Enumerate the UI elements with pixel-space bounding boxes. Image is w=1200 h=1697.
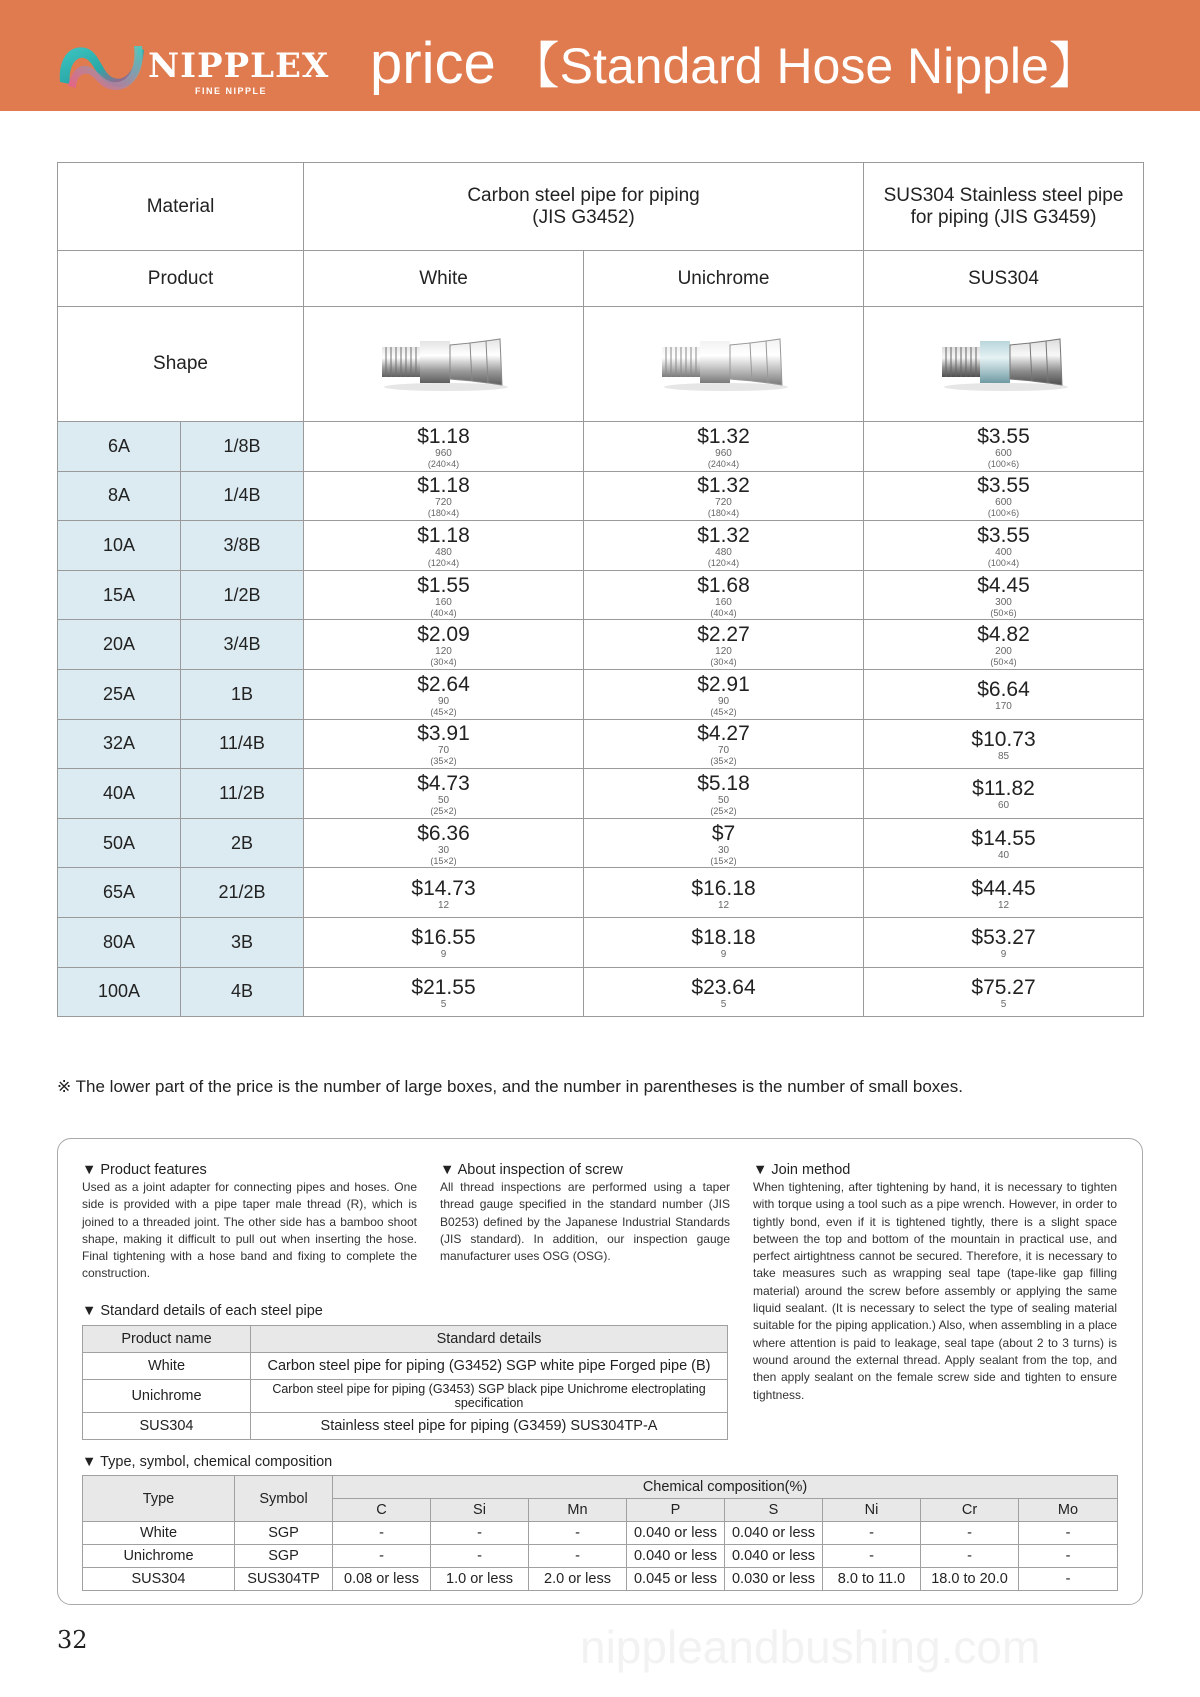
- price-cell: [864, 620, 1144, 670]
- chemical-value-cell: 1.0 or less: [431, 1568, 529, 1591]
- standard-details-cell: Carbon steel pipe for piping (G3452) SGP white pipe Forged pipe (B): [251, 1353, 728, 1380]
- price-value: $3.55: [977, 424, 1030, 448]
- large-box-count: 170: [995, 701, 1012, 713]
- large-box-count: 70: [437, 745, 450, 757]
- price-value: $14.55: [971, 827, 1036, 851]
- price-value: $2.27: [697, 623, 750, 647]
- table-row: [83, 1413, 728, 1440]
- large-box-count: 720: [715, 497, 732, 509]
- standard-details-title: ▼ Standard details of each steel pipe: [82, 1303, 323, 1319]
- small-box-count: (30×4): [710, 657, 737, 668]
- small-box-count: (100×4): [987, 557, 1020, 568]
- table-row: [83, 1353, 728, 1380]
- price-value: $1.32: [697, 523, 750, 547]
- size-a-cell: 40A: [58, 769, 181, 819]
- price-value: $1.32: [697, 424, 750, 448]
- chemical-element-header: S: [725, 1499, 823, 1522]
- large-box-count: 480: [435, 546, 452, 558]
- chemical-composition-table: [82, 1475, 1118, 1591]
- large-box-count: 9: [440, 949, 447, 961]
- size-a-cell: 10A: [58, 521, 181, 571]
- price-cell: [584, 620, 864, 670]
- price-cell: [584, 471, 864, 521]
- size-a-cell: 25A: [58, 669, 181, 719]
- large-box-count: 5: [1000, 998, 1007, 1010]
- size-a-cell: 50A: [58, 818, 181, 868]
- join-method-title: ▼ Join method: [753, 1162, 851, 1178]
- large-box-count: 400: [995, 546, 1012, 558]
- table-row: [83, 1380, 728, 1413]
- size-b-cell: 1/2B: [181, 570, 304, 620]
- size-b-cell: 1B: [181, 669, 304, 719]
- header-banner: [0, 0, 1200, 111]
- price-value: $1.55: [417, 573, 470, 597]
- large-box-count: 9: [1000, 949, 1007, 961]
- size-a-cell: 15A: [58, 570, 181, 620]
- large-box-count: 12: [997, 899, 1010, 911]
- chemical-symbol-cell: SGP: [235, 1522, 333, 1545]
- chemical-value-cell: -: [823, 1545, 921, 1568]
- table-row: [58, 967, 1144, 1017]
- chemical-value-cell: -: [333, 1522, 431, 1545]
- price-value: $11.82: [972, 777, 1035, 801]
- stainless-title: SUS304 Stainless steel pipe: [883, 184, 1124, 206]
- chemical-title: ▼ Type, symbol, chemical composition: [82, 1454, 333, 1470]
- large-box-count: 90: [437, 695, 450, 707]
- chemical-value-cell: -: [431, 1545, 529, 1568]
- brand-tagline: FINE NIPPLE: [195, 86, 268, 96]
- large-box-count: 960: [715, 447, 732, 459]
- size-b-cell: 3B: [181, 917, 304, 967]
- small-box-count: (15×2): [710, 855, 737, 866]
- small-box-count: (180×4): [707, 508, 740, 519]
- chemical-value-cell: 0.040 or less: [627, 1522, 725, 1545]
- chemical-value-cell: -: [1019, 1568, 1118, 1591]
- large-box-count: 120: [715, 646, 732, 658]
- standard-name-cell: Unichrome: [83, 1380, 251, 1413]
- price-cell: [584, 769, 864, 819]
- price-value: $6.36: [417, 821, 470, 845]
- large-box-count: 600: [995, 497, 1012, 509]
- table-row: [83, 1568, 1118, 1591]
- chemical-type-cell: Unichrome: [83, 1545, 235, 1568]
- price-cell: [304, 868, 584, 918]
- page-number: 32: [57, 1626, 88, 1654]
- large-box-count: 160: [435, 596, 452, 608]
- price-value: $1.32: [697, 474, 750, 498]
- chemical-value-cell: 0.040 or less: [725, 1545, 823, 1568]
- large-box-count: 30: [717, 844, 730, 856]
- product-label: Product: [58, 251, 304, 307]
- chemical-symbol-cell: SUS304TP: [235, 1568, 333, 1591]
- small-box-count: (100×6): [987, 458, 1020, 469]
- small-box-count: (120×4): [427, 557, 460, 568]
- large-box-count: 600: [995, 447, 1012, 459]
- hose-nipple-white-image: [374, 327, 514, 397]
- price-value: $4.82: [977, 623, 1030, 647]
- chemical-rows: [83, 1522, 1118, 1591]
- standard-col-details: Standard details: [251, 1326, 728, 1353]
- large-box-count: 12: [437, 899, 450, 911]
- large-box-count: 12: [717, 899, 730, 911]
- chemical-value-cell: -: [921, 1545, 1019, 1568]
- chemical-value-cell: -: [333, 1545, 431, 1568]
- table-row: [58, 719, 1144, 769]
- chemical-value-cell: 0.040 or less: [725, 1522, 823, 1545]
- chemical-element-header: Cr: [921, 1499, 1019, 1522]
- large-box-count: 300: [995, 596, 1012, 608]
- chemical-value-cell: -: [529, 1522, 627, 1545]
- page-title-subject: 【Standard Hose Nipple】: [509, 38, 1099, 94]
- chemical-type-cell: White: [83, 1522, 235, 1545]
- chemical-col-type: Type: [83, 1476, 235, 1522]
- chemical-value-cell: 0.08 or less: [333, 1568, 431, 1591]
- product-white: White: [304, 251, 584, 307]
- size-a-cell: 65A: [58, 868, 181, 918]
- size-b-cell: 11/2B: [181, 769, 304, 819]
- chemical-value-cell: -: [1019, 1545, 1118, 1568]
- product-row: [58, 251, 1144, 307]
- large-box-count: 120: [435, 646, 452, 658]
- table-row: [58, 868, 1144, 918]
- shape-label: Shape: [58, 307, 304, 422]
- chemical-value-cell: -: [921, 1522, 1019, 1545]
- stainless-spec: for piping (JIS G3459): [910, 206, 1097, 228]
- price-value: $4.27: [697, 722, 750, 746]
- price-cell: [864, 669, 1144, 719]
- size-a-cell: 6A: [58, 422, 181, 472]
- table-row: [83, 1545, 1118, 1568]
- large-box-count: 60: [997, 800, 1010, 812]
- price-cell: [864, 917, 1144, 967]
- price-cell: [584, 967, 864, 1017]
- nipplex-logo-icon: [56, 38, 146, 90]
- small-box-count: (15×2): [430, 855, 457, 866]
- large-box-count: 960: [435, 447, 452, 459]
- small-box-count: (240×4): [427, 458, 460, 469]
- small-box-count: (25×2): [710, 805, 737, 816]
- price-cell: [584, 868, 864, 918]
- chemical-value-cell: -: [529, 1545, 627, 1568]
- price-value: $4.45: [977, 573, 1030, 597]
- table-row: [58, 422, 1144, 472]
- price-cell: [864, 769, 1144, 819]
- large-box-count: 90: [717, 695, 730, 707]
- price-value: $23.64: [691, 975, 756, 999]
- features-title: ▼ Product features: [82, 1162, 207, 1178]
- price-cell: [304, 422, 584, 472]
- price-rows: [58, 422, 1144, 1017]
- stainless-heading: [864, 163, 1144, 251]
- price-cell: [304, 669, 584, 719]
- table-row: [58, 471, 1144, 521]
- large-box-count: 5: [720, 998, 727, 1010]
- price-cell: [304, 769, 584, 819]
- price-cell: [584, 917, 864, 967]
- large-box-count: 50: [437, 794, 450, 806]
- carbon-steel-title: Carbon steel pipe for piping: [467, 184, 700, 206]
- chemical-value-cell: -: [431, 1522, 529, 1545]
- price-value: $3.91: [417, 722, 470, 746]
- price-value: $2.91: [697, 672, 750, 696]
- price-cell: [304, 967, 584, 1017]
- table-row: [58, 917, 1144, 967]
- watermark: nippleandbushing.com: [580, 1621, 1041, 1673]
- size-a-cell: 32A: [58, 719, 181, 769]
- chemical-element-header: Mn: [529, 1499, 627, 1522]
- inspection-title: ▼ About inspection of screw: [440, 1162, 623, 1178]
- chemical-element-header: Ni: [823, 1499, 921, 1522]
- chemical-type-cell: SUS304: [83, 1568, 235, 1591]
- hose-nipple-sus304-image: [934, 327, 1074, 397]
- inspection-text: All thread inspections are performed using a taper thread gauge specified in the standard number (JIS B0253) defined by the Japanese Industrial Standards (JIS standard). In addition, our inspection gauge manufacturer uses OSG (OSG).: [440, 1180, 730, 1264]
- price-value: $1.68: [697, 573, 750, 597]
- price-cell: [584, 719, 864, 769]
- price-cell: [864, 521, 1144, 571]
- page-title-word: price: [370, 31, 496, 96]
- chemical-value-cell: 0.040 or less: [627, 1545, 725, 1568]
- chemical-element-header: C: [333, 1499, 431, 1522]
- size-b-cell: 3/8B: [181, 521, 304, 571]
- large-box-count: 70: [717, 745, 730, 757]
- chemical-col-group: Chemical composition(%): [333, 1476, 1118, 1499]
- price-cell: [304, 719, 584, 769]
- small-box-count: (45×2): [710, 706, 737, 717]
- price-cell: [304, 570, 584, 620]
- shape-white: [304, 307, 584, 422]
- material-label: Material: [58, 163, 304, 251]
- chemical-element-header: Si: [431, 1499, 529, 1522]
- price-cell: [304, 620, 584, 670]
- material-row: [58, 163, 1144, 251]
- chemical-value-cell: -: [1019, 1522, 1118, 1545]
- price-value: $6.64: [977, 678, 1030, 702]
- price-value: $2.09: [417, 623, 470, 647]
- chemical-value-cell: 8.0 to 11.0: [823, 1568, 921, 1591]
- price-cell: [584, 570, 864, 620]
- size-a-cell: 100A: [58, 967, 181, 1017]
- chemical-value-cell: 2.0 or less: [529, 1568, 627, 1591]
- table-row: [58, 669, 1144, 719]
- large-box-count: 50: [717, 794, 730, 806]
- small-box-count: (40×4): [430, 607, 457, 618]
- price-value: $1.18: [417, 474, 470, 498]
- price-cell: [584, 521, 864, 571]
- small-box-count: (40×4): [710, 607, 737, 618]
- size-b-cell: 2B: [181, 818, 304, 868]
- price-value: $1.18: [417, 424, 470, 448]
- price-value: $2.64: [417, 672, 470, 696]
- chemical-value-cell: 0.045 or less: [627, 1568, 725, 1591]
- price-value: $16.18: [691, 876, 756, 900]
- standard-details-table: [82, 1325, 728, 1440]
- price-value: $1.18: [417, 523, 470, 547]
- chemical-col-symbol: Symbol: [235, 1476, 333, 1522]
- product-unichrome: Unichrome: [584, 251, 864, 307]
- table-row: [58, 818, 1144, 868]
- price-cell: [864, 818, 1144, 868]
- small-box-count: (30×4): [430, 657, 457, 668]
- price-cell: [304, 917, 584, 967]
- price-cell: [864, 719, 1144, 769]
- standard-name-cell: White: [83, 1353, 251, 1380]
- size-a-cell: 20A: [58, 620, 181, 670]
- large-box-count: 40: [997, 850, 1010, 862]
- carbon-steel-spec: (JIS G3452): [532, 206, 635, 228]
- price-value: $16.55: [411, 926, 476, 950]
- size-b-cell: 21/2B: [181, 868, 304, 918]
- price-value: $75.27: [971, 975, 1036, 999]
- large-box-count: 9: [720, 949, 727, 961]
- size-a-cell: 8A: [58, 471, 181, 521]
- size-b-cell: 11/4B: [181, 719, 304, 769]
- price-value: $3.55: [977, 523, 1030, 547]
- table-row: [83, 1522, 1118, 1545]
- brand-name: NIPPLEX: [148, 46, 330, 86]
- small-box-count: (45×2): [430, 706, 457, 717]
- size-b-cell: 4B: [181, 967, 304, 1017]
- shape-sus304: [864, 307, 1144, 422]
- price-cell: [864, 570, 1144, 620]
- large-box-count: 200: [995, 646, 1012, 658]
- small-box-count: (50×4): [990, 657, 1017, 668]
- size-a-cell: 80A: [58, 917, 181, 967]
- price-cell: [304, 471, 584, 521]
- box-count-note: ※ The lower part of the price is the number of large boxes, and the number in parentheses is the number of small boxes.: [57, 1077, 963, 1096]
- small-box-count: (35×2): [430, 756, 457, 767]
- chemical-header-row-1: [83, 1476, 1118, 1499]
- small-box-count: (50×6): [990, 607, 1017, 618]
- hose-nipple-unichrome-image: [654, 327, 794, 397]
- small-box-count: (35×2): [710, 756, 737, 767]
- price-cell: [864, 868, 1144, 918]
- price-cell: [864, 471, 1144, 521]
- price-cell: [584, 818, 864, 868]
- table-row: [58, 521, 1144, 571]
- large-box-count: 5: [440, 998, 447, 1010]
- price-value: $5.18: [697, 771, 750, 795]
- chemical-element-header: Mo: [1019, 1499, 1118, 1522]
- chemical-value-cell: 0.030 or less: [725, 1568, 823, 1591]
- size-b-cell: 1/4B: [181, 471, 304, 521]
- carbon-steel-heading: [304, 163, 864, 251]
- price-cell: [584, 422, 864, 472]
- price-table: [57, 162, 1144, 1017]
- small-box-count: (100×6): [987, 508, 1020, 519]
- price-value: $3.55: [977, 474, 1030, 498]
- standard-header-row: [83, 1326, 728, 1353]
- price-value: $44.45: [971, 876, 1036, 900]
- chemical-value-cell: -: [823, 1522, 921, 1545]
- price-value: $4.73: [417, 771, 470, 795]
- price-value: $53.27: [971, 926, 1036, 950]
- standard-name-cell: SUS304: [83, 1413, 251, 1440]
- price-cell: [304, 818, 584, 868]
- price-value: $18.18: [691, 926, 756, 950]
- standard-col-name: Product name: [83, 1326, 251, 1353]
- large-box-count: 85: [997, 750, 1010, 762]
- small-box-count: (180×4): [427, 508, 460, 519]
- features-text: Used as a joint adapter for connecting pipes and hoses. One side is provided with a pipe taper male thread (R), which is joined to a threaded joint. The other side has a bamboo shoot shape, making it difficult to pull out when inserting the hose. Final tightening with a hose band and fixing to complete the construction.: [82, 1180, 417, 1281]
- standard-details-cell: Stainless steel pipe for piping (G3459) SUS304TP-A: [251, 1413, 728, 1440]
- price-value: $10.73: [971, 727, 1036, 751]
- large-box-count: 480: [715, 546, 732, 558]
- table-row: [58, 570, 1144, 620]
- price-cell: [304, 521, 584, 571]
- large-box-count: 30: [437, 844, 450, 856]
- standard-details-cell: Carbon steel pipe for piping (G3453) SGP black pipe Unichrome electroplating specification: [251, 1380, 728, 1413]
- price-value: $21.55: [411, 975, 476, 999]
- table-row: [58, 620, 1144, 670]
- price-value: $14.73: [411, 876, 476, 900]
- small-box-count: (120×4): [707, 557, 740, 568]
- size-b-cell: 3/4B: [181, 620, 304, 670]
- table-row: [58, 769, 1144, 819]
- size-b-cell: 1/8B: [181, 422, 304, 472]
- price-cell: [584, 669, 864, 719]
- shape-unichrome: [584, 307, 864, 422]
- price-cell: [864, 422, 1144, 472]
- small-box-count: (25×2): [430, 805, 457, 816]
- chemical-element-header: P: [627, 1499, 725, 1522]
- price-value: $7: [711, 821, 736, 845]
- large-box-count: 720: [435, 497, 452, 509]
- price-cell: [864, 967, 1144, 1017]
- product-sus304: SUS304: [864, 251, 1144, 307]
- shape-row: [58, 307, 1144, 422]
- chemical-symbol-cell: SGP: [235, 1545, 333, 1568]
- join-method-text: When tightening, after tightening by hand, it is necessary to tighten with torque using a tool such as a pipe wrench. However, in order to tightly bond, even if it is tightened tightly, there is a slight space between the top and bottom of the mountain in practical use, and perfect airtightness cannot be secured. Therefore, it is necessary to take measures such as wrapping seal tape (tape-like gap filling material) around the screw before assembly or applying the same liquid sealant. (It is necessary to select the type of sealing material suitable for the piping application.) Also, when assembling in a place where attention is paid to leakage, seal tape (about 2 to 3 turns) is wound around the external thread. Apply sealant from the top, and then apply sealant on the female screw side and tighten to ensure tightness.: [753, 1180, 1117, 1402]
- page-title: [370, 26, 1099, 98]
- small-box-count: (240×4): [707, 458, 740, 469]
- chemical-value-cell: 18.0 to 20.0: [921, 1568, 1019, 1591]
- large-box-count: 160: [715, 596, 732, 608]
